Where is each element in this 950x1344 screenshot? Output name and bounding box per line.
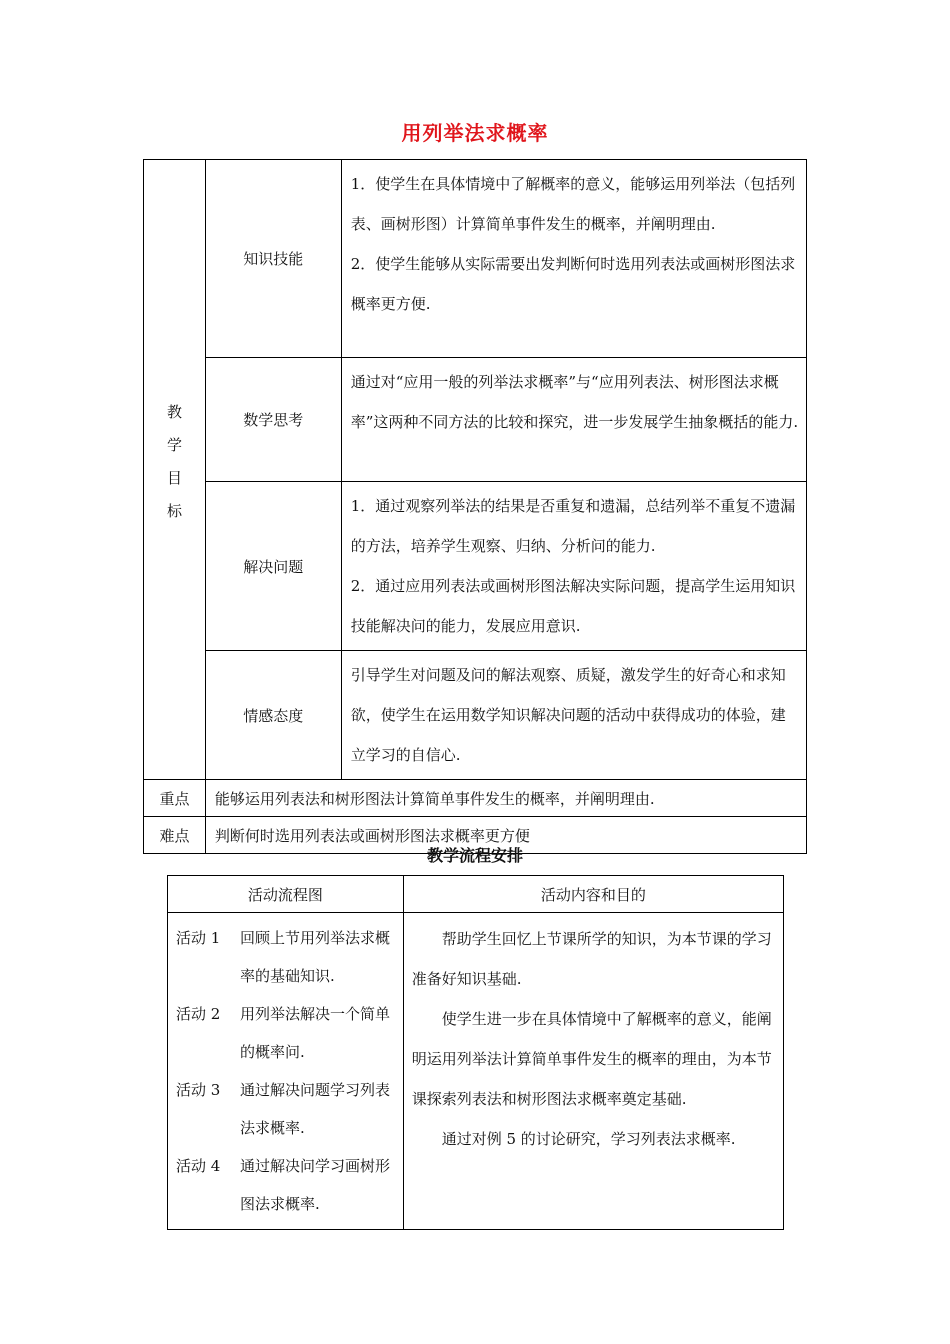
activity-tag: 活动 3 [176, 1081, 221, 1099]
goal-label-thinking: 数学思考 [205, 358, 341, 482]
goal-paragraph: 2．通过应用列表法或画树形图法解决实际问题，提高学生运用知识技能解决问的能力，发展应用意识. [350, 577, 796, 635]
activity-purposes [403, 913, 783, 1230]
activity-item [176, 1071, 397, 1147]
activity-flow-table [167, 875, 784, 1230]
purpose-paragraph: 帮助学生回忆上节课所学的知识，为本节课的学习准备好知识基础. [411, 930, 772, 988]
activity-item [176, 995, 397, 1071]
activity-text: 用列举法解决一个简单的概率问. [240, 1005, 391, 1061]
goal-paragraph: 1．使学生在具体情境中了解概率的意义，能够运用列举法（包括列表、画树形图）计算简单事件发生的概率，并阐明理由. [350, 175, 796, 233]
flow-header-chart: 活动流程图 [168, 876, 404, 913]
goal-content-thinking [341, 358, 806, 482]
flow-section-title: 教学流程安排 [426, 846, 523, 865]
difficulty-text: 判断何时选用列表法或画树形图法求概率更方便 [205, 817, 806, 854]
goal-content-problem-solving [341, 482, 806, 651]
key-point-text: 能够运用列表法和树形图法计算简单事件发生的概率，并阐明理由. [205, 780, 806, 817]
activity-item [176, 919, 397, 995]
flow-header-content: 活动内容和目的 [403, 876, 783, 913]
goal-paragraph: 引导学生对问题及问的解法观察、质疑，激发学生的好奇心和求知欲，使学生在运用数学知识解决问题的活动中获得成功的体验，建立学习的自信心. [350, 666, 786, 764]
goal-paragraph: 1．通过观察列举法的结果是否重复和遗漏，总结列举不重复不遗漏的方法，培养学生观察、归纳、分析问的能力. [350, 497, 796, 555]
activity-tag: 活动 1 [176, 929, 221, 947]
goal-label-attitude: 情感态度 [205, 651, 341, 780]
activity-tag: 活动 4 [176, 1157, 221, 1175]
purpose-paragraph: 通过对例 5 的讨论研究，学习列表法求概率. [441, 1130, 736, 1148]
teaching-goals-table [143, 159, 807, 854]
key-point-label: 重点 [144, 780, 206, 817]
goal-label-problem-solving: 解决问题 [205, 482, 341, 651]
activity-tag: 活动 2 [176, 1005, 221, 1023]
purpose-paragraph: 使学生进一步在具体情境中了解概率的意义，能阐明运用列举法计算简单事件发生的概率的理由，为本节课探索列表法和树形图法求概率奠定基础. [411, 1010, 772, 1108]
document-title: 用列举法求概率 [401, 121, 549, 145]
goal-paragraph: 2．使学生能够从实际需要出发判断何时选用列表法或画树形图法求概率更方便. [350, 255, 796, 313]
goal-label-knowledge: 知识技能 [205, 160, 341, 358]
goal-content-attitude [341, 651, 806, 780]
goal-content-knowledge [341, 160, 806, 358]
activity-text: 回顾上节用列举法求概率的基础知识. [240, 929, 391, 985]
difficulty-label: 难点 [144, 817, 206, 854]
activity-item [176, 1147, 397, 1223]
activity-text: 通过解决问学习画树形图法求概率. [240, 1157, 391, 1213]
goal-paragraph: 通过对“应用一般的列举法求概率”与“应用列表法、树形图法求概率”这两种不同方法的比较和探究，进一步发展学生抽象概括的能力. [350, 373, 799, 431]
activity-text: 通过解决问题学习列表法求概率. [240, 1081, 391, 1137]
teaching-goals-label: 教学目标 [144, 160, 206, 780]
activity-list [168, 913, 404, 1230]
